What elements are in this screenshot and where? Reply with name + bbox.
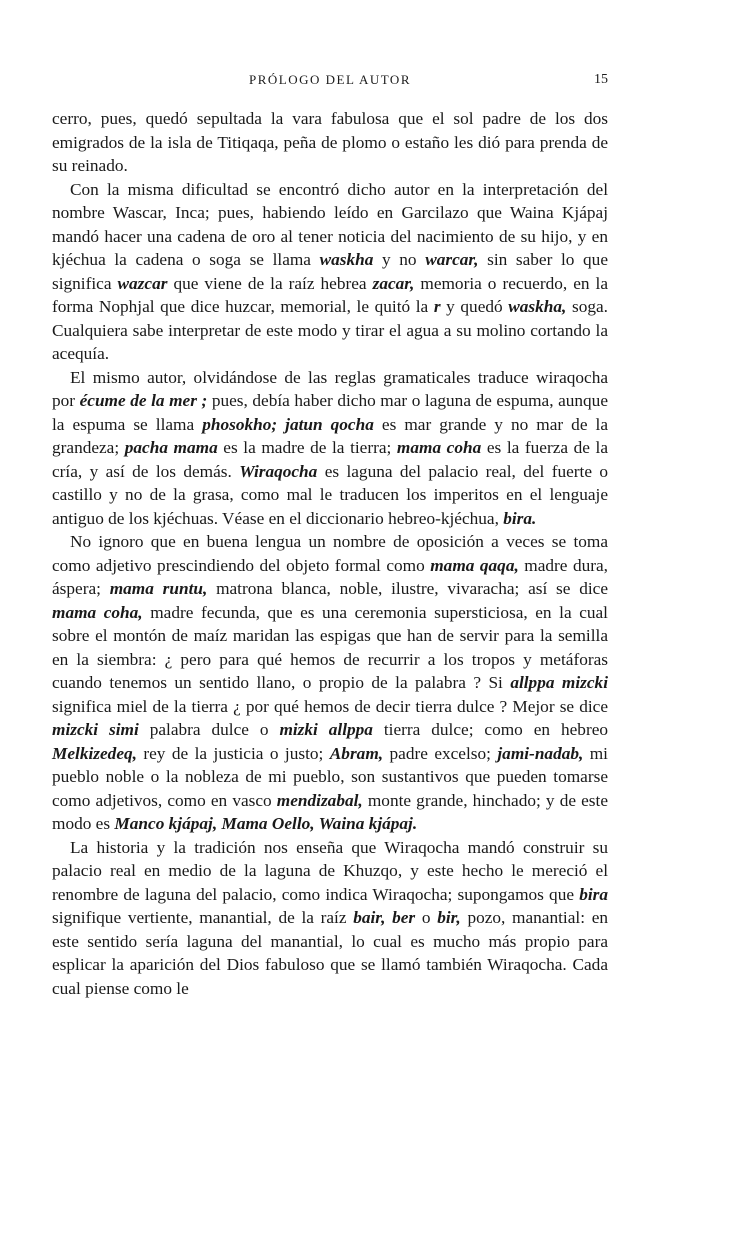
italic-term: wazcar [117,273,168,293]
italic-term: Manco kjápaj, Mama Oello, Waina kjápaj. [114,814,418,833]
italic-term: Melkizedeq, [52,743,137,763]
italic-term: bair, [353,908,386,927]
text-run: sin saber lo que significa [52,250,608,293]
text-run: soga. Cualquiera sabe interpretar de este modo y tirar el agua a su molino cortando la acequía. [52,297,608,363]
italic-term: bira. [503,508,537,528]
text-run: padre excelso; [383,743,498,763]
text-run: madre dura, áspera; [52,555,608,598]
text-run: y no [373,250,426,269]
text-run: madre fecunda, que es una ceremonia supersticiosa, en la cual sobre el montón de maíz maridan las espigas que han de servir para la semilla en la siembra: ¿ pero para qué hemos de recurrir a los tropos y metáforas cuando tenemos un sentido llano, o propio de la palabra ? Si [52,602,608,692]
text-run: es laguna del palacio real, del fuerte o castillo y no de la grasa, como mal le traducen los imperitos en el lenguaje antiguo de los kjéchuas. Véase en el diccionario hebreo-kjéchua, [52,461,608,528]
text-run: significa miel de la tierra ¿ por qué hemos de decir tierra dulce ? Mejor se dice [52,696,608,716]
italic-term: jami-nadab, [497,743,584,763]
text-run: tierra dulce; como en hebreo [372,720,609,739]
italic-term: mama coha, [52,602,143,622]
italic-term: waskha, [508,297,567,316]
italic-term: Abram, [329,743,384,763]
text-run: pozo, manantial: en este sentido sería laguna del manantial, lo cual es mucho más propio para esplicar la aparición del Dios fabuloso que se llamó también Wiraqocha. Cada cual piense como le [52,908,609,998]
italic-term: ber [392,908,416,927]
italic-term: Wiraqocha [239,461,318,481]
italic-term: r [433,297,441,316]
paragraph [52,107,608,178]
text-run: memoria o recuerdo, en la forma Nophjal que dice huzcar, memorial, le quitó la [52,273,609,316]
text-run: es la madre de la tierra; [217,438,397,457]
text-run: o [415,908,438,927]
text-run: matrona blanca, noble, ilustre, vivaracha; así se dice [207,579,608,598]
body-text [52,107,608,1000]
italic-term: warcar, [425,250,479,269]
text-run: La historia y la tradición nos enseña que Wiraqocha mandó construir su palacio real en medio de la laguna de Khuzqo, y este hecho le mereció el renombre de laguna del palacio, como indica Wiraqocha; supongamos que [52,837,608,904]
text-run: pues, debía haber dicho mar o laguna de espuma, aunque la espuma se llama [52,391,608,434]
italic-term: mama runtu, [109,579,208,598]
italic-term: bira [579,884,608,904]
italic-term: mama coha [396,438,482,457]
italic-term: écume de la mer ; [79,391,208,410]
italic-term: zacar, [372,273,415,293]
text-run: rey de la justicia o justo; [136,743,330,763]
text-run: es la fuerza de la cría, y así de los demás. [52,438,608,481]
text-run: es mar grande y no mar de la grandeza; [52,414,609,457]
italic-term: phosokho; jatun qocha [202,414,374,434]
text-run: mi pueblo noble o la nobleza de mi pueblo, son sustantivos que pueden tomarse como adjetivos, como en vasco [52,743,608,810]
text-run: cerro, pues, quedó sepultada la vara fabulosa que el sol padre de los dos emigrados de la isla de Titiqaqa, peña de plomo o estaño les dió para prenda de su reinado. [52,109,608,175]
text-run: No ignoro que en buena lengua un nombre de oposición a veces se toma como adjetivo prescindiendo del objeto formal como [52,532,608,575]
italic-term: mendizabal, [276,790,363,810]
text-run: El mismo autor, olvidándose de las reglas gramaticales traduce wiraqocha por [52,367,608,410]
text-run: signifique vertiente, manantial, de la raíz [52,908,354,927]
italic-term: pacha mama [124,438,218,457]
italic-term: bir, [437,908,461,927]
italic-term: allppa mizcki [510,673,608,692]
text-run: palabra dulce o [138,720,280,739]
italic-term: mama qaqa, [430,555,519,575]
paragraph [52,836,608,1001]
italic-term: mizki allppa [279,720,373,739]
paragraph [52,178,608,366]
page-number: 15 [594,72,608,87]
paragraph [52,530,608,836]
paragraph [52,366,608,531]
page-header [52,72,608,92]
italic-term: waskha [319,250,374,269]
text-run: que viene de la raíz hebrea [167,273,373,293]
italic-term: mizcki simi [52,720,139,739]
text-run: y quedó [440,297,509,316]
running-title: PRÓLOGO DEL AUTOR [248,72,411,87]
text-run: monte grande, hinchado; y de este modo es [52,790,608,833]
text-run: Con la misma dificultad se encontró dicho autor en la interpretación del nombre Wascar, Inca; pues, habiendo leído en Garcilazo que Waina Kjápaj mandó hacer una cadena de oro al tener noticia del nacimiento de su hijo, y en kjéchua la cadena o soga se llama [52,179,608,269]
